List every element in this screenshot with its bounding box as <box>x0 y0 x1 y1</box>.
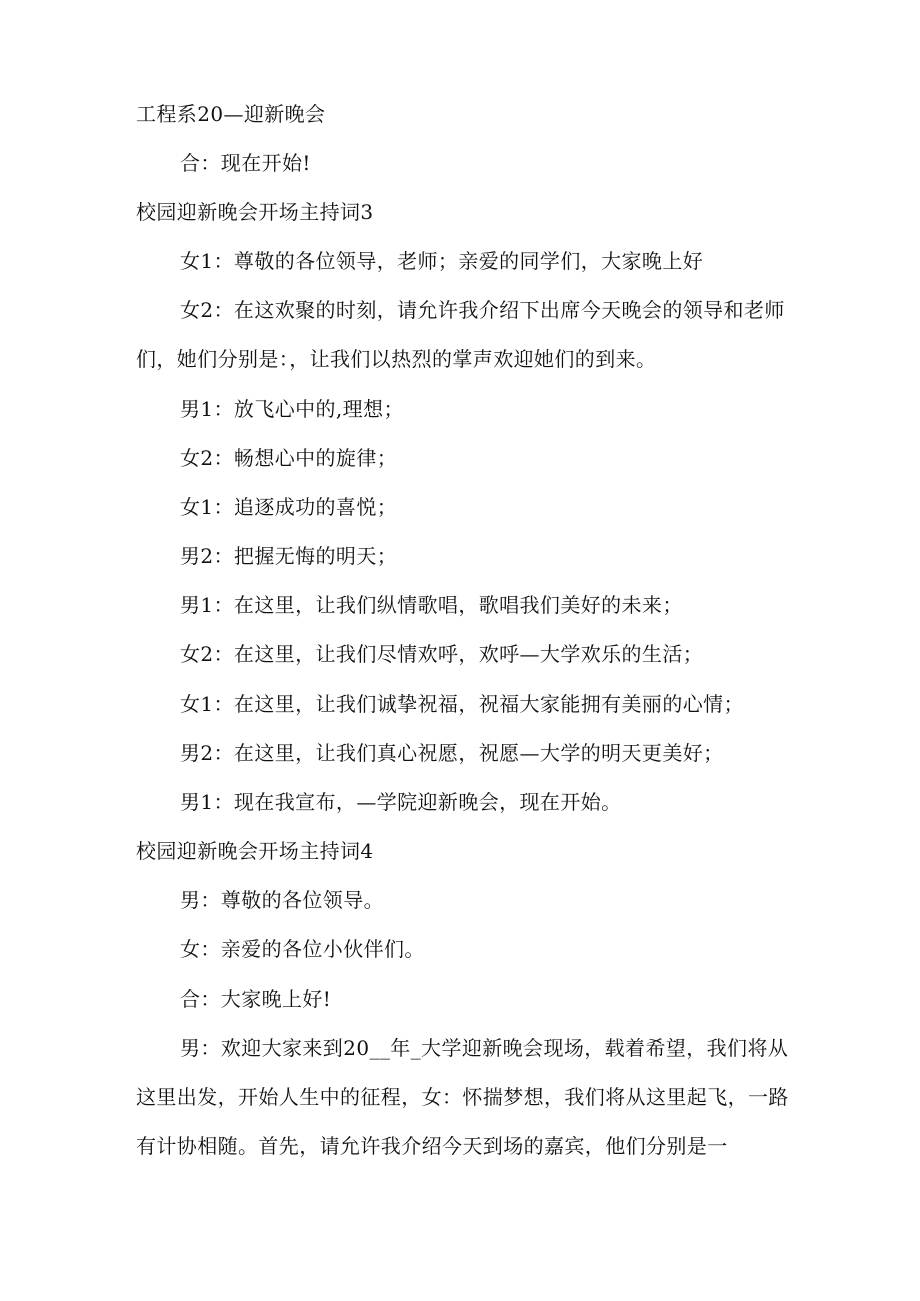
paragraph-line: 有计协相随。首先，请允许我介绍今天到场的嘉宾，他们分别是一 <box>136 1134 728 1158</box>
paragraph-line: 们，她们分别是：，让我们以热烈的掌声欢迎她们的到来。 <box>136 347 657 371</box>
paragraph-line: 男1：现在我宣布，—学院迎新晚会，现在开始。 <box>180 790 622 814</box>
paragraph-line: 男：尊敬的各位领导。 <box>180 888 384 912</box>
paragraph-line: 合：大家晚上好! <box>180 987 332 1011</box>
paragraph-line: 女2：在这欢聚的时刻，请允许我介绍下出席今天晚会的领导和老师 <box>180 298 785 322</box>
paragraph-line: 女：亲爱的各位小伙伴们。 <box>180 937 425 961</box>
paragraph-line: 女1：在这里，让我们诚挚祝福，祝福大家能拥有美丽的心情； <box>180 692 744 716</box>
paragraph-line: 男2：在这里，让我们真心祝愿，祝愿—大学的明天更美好； <box>180 741 724 765</box>
section-heading: 校园迎新晚会开场主持词3 <box>136 200 374 224</box>
paragraph-line: 男1：在这里，让我们纵情歌唱，歌唱我们美好的未来； <box>180 593 683 617</box>
paragraph-line: 男1：放飞心中的,理想； <box>180 397 404 421</box>
section-heading: 工程系20—迎新晚会 <box>136 102 326 126</box>
paragraph-line: 女1：尊敬的各位领导，老师；亲爱的同学们，大家晚上好 <box>180 249 704 273</box>
paragraph-line: 女1：追逐成功的喜悦； <box>180 495 398 519</box>
paragraph-line: 男2：把握无悔的明天； <box>180 544 398 568</box>
paragraph-line: 女2：畅想心中的旋律； <box>180 446 398 470</box>
paragraph-line: 女2：在这里，让我们尽情欢呼，欢呼—大学欢乐的生活； <box>180 642 704 666</box>
paragraph-line: 男：欢迎大家来到20__年_大学迎新晚会现场，载着希望，我们将从 <box>180 1036 789 1060</box>
paragraph-line: 这里出发，开始人生中的征程，女：怀揣梦想，我们将从这里起飞，一路 <box>136 1085 789 1109</box>
paragraph-line: 合：现在开始! <box>180 151 311 175</box>
section-heading: 校园迎新晚会开场主持词4 <box>136 839 374 863</box>
